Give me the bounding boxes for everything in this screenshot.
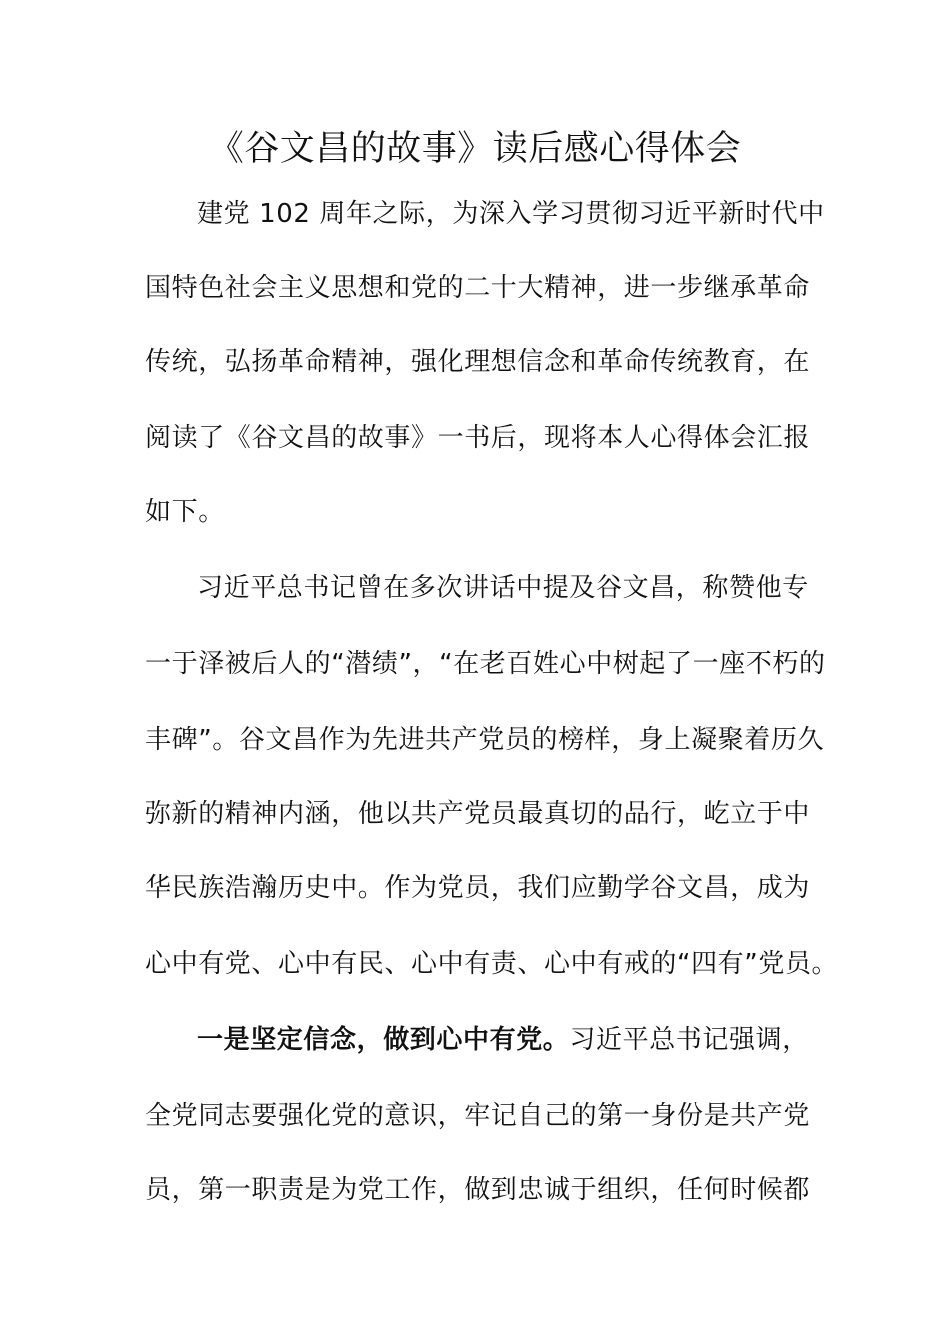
paragraph-2-line-6: 心中有党、心中有民、心中有责、心中有戒的“四有”党员。 bbox=[145, 949, 839, 979]
paragraph-1-line-4: 阅读了《谷文昌的故事》一书后，现将本人心得体会汇报 bbox=[145, 423, 811, 453]
paragraph-1-line-2: 国特色社会主义思想和党的二十大精神，进一步继承革命 bbox=[145, 273, 811, 303]
paragraph-3-line-1-rest: 习近平总书记强调， bbox=[569, 1025, 809, 1055]
paragraph-2-line-2: 一于泽被后人的“潜绩”，“在老百姓心中树起了一座不朽的 bbox=[145, 649, 826, 679]
paragraph-2-line-3: 丰碑”。谷文昌作为先进共产党员的榜样，身上凝聚着历久 bbox=[145, 725, 825, 755]
paragraph-2-line-5: 华民族浩瀚历史中。作为党员，我们应勤学谷文昌，成为 bbox=[145, 873, 811, 903]
paragraph-3-line-1 bbox=[197, 1020, 809, 1060]
paragraph-3-heading: 一是坚定信念，做到心中有党。 bbox=[197, 1025, 570, 1055]
paragraph-3-line-3: 员，第一职责是为党工作，做到忠诚于组织，任何时候都 bbox=[145, 1175, 811, 1205]
paragraph-1-line-1: 建党 102 周年之际，为深入学习贯彻习近平新时代中 bbox=[197, 199, 825, 229]
paragraph-2-line-4: 弥新的精神内涵，他以共产党员最真切的品行，屹立于中 bbox=[145, 799, 811, 829]
paragraph-1-line-3: 传统，弘扬革命精神，强化理想信念和革命传统教育，在 bbox=[145, 347, 811, 377]
paragraph-2-line-1: 习近平总书记曾在多次讲话中提及谷文昌，称赞他专 bbox=[197, 573, 809, 603]
page-title: 《谷文昌的故事》读后感心得体会 bbox=[208, 129, 742, 169]
paragraph-3-line-2: 全党同志要强化党的意识，牢记自己的第一身份是共产党 bbox=[145, 1101, 811, 1131]
paragraph-1-line-5: 如下。 bbox=[145, 497, 225, 527]
